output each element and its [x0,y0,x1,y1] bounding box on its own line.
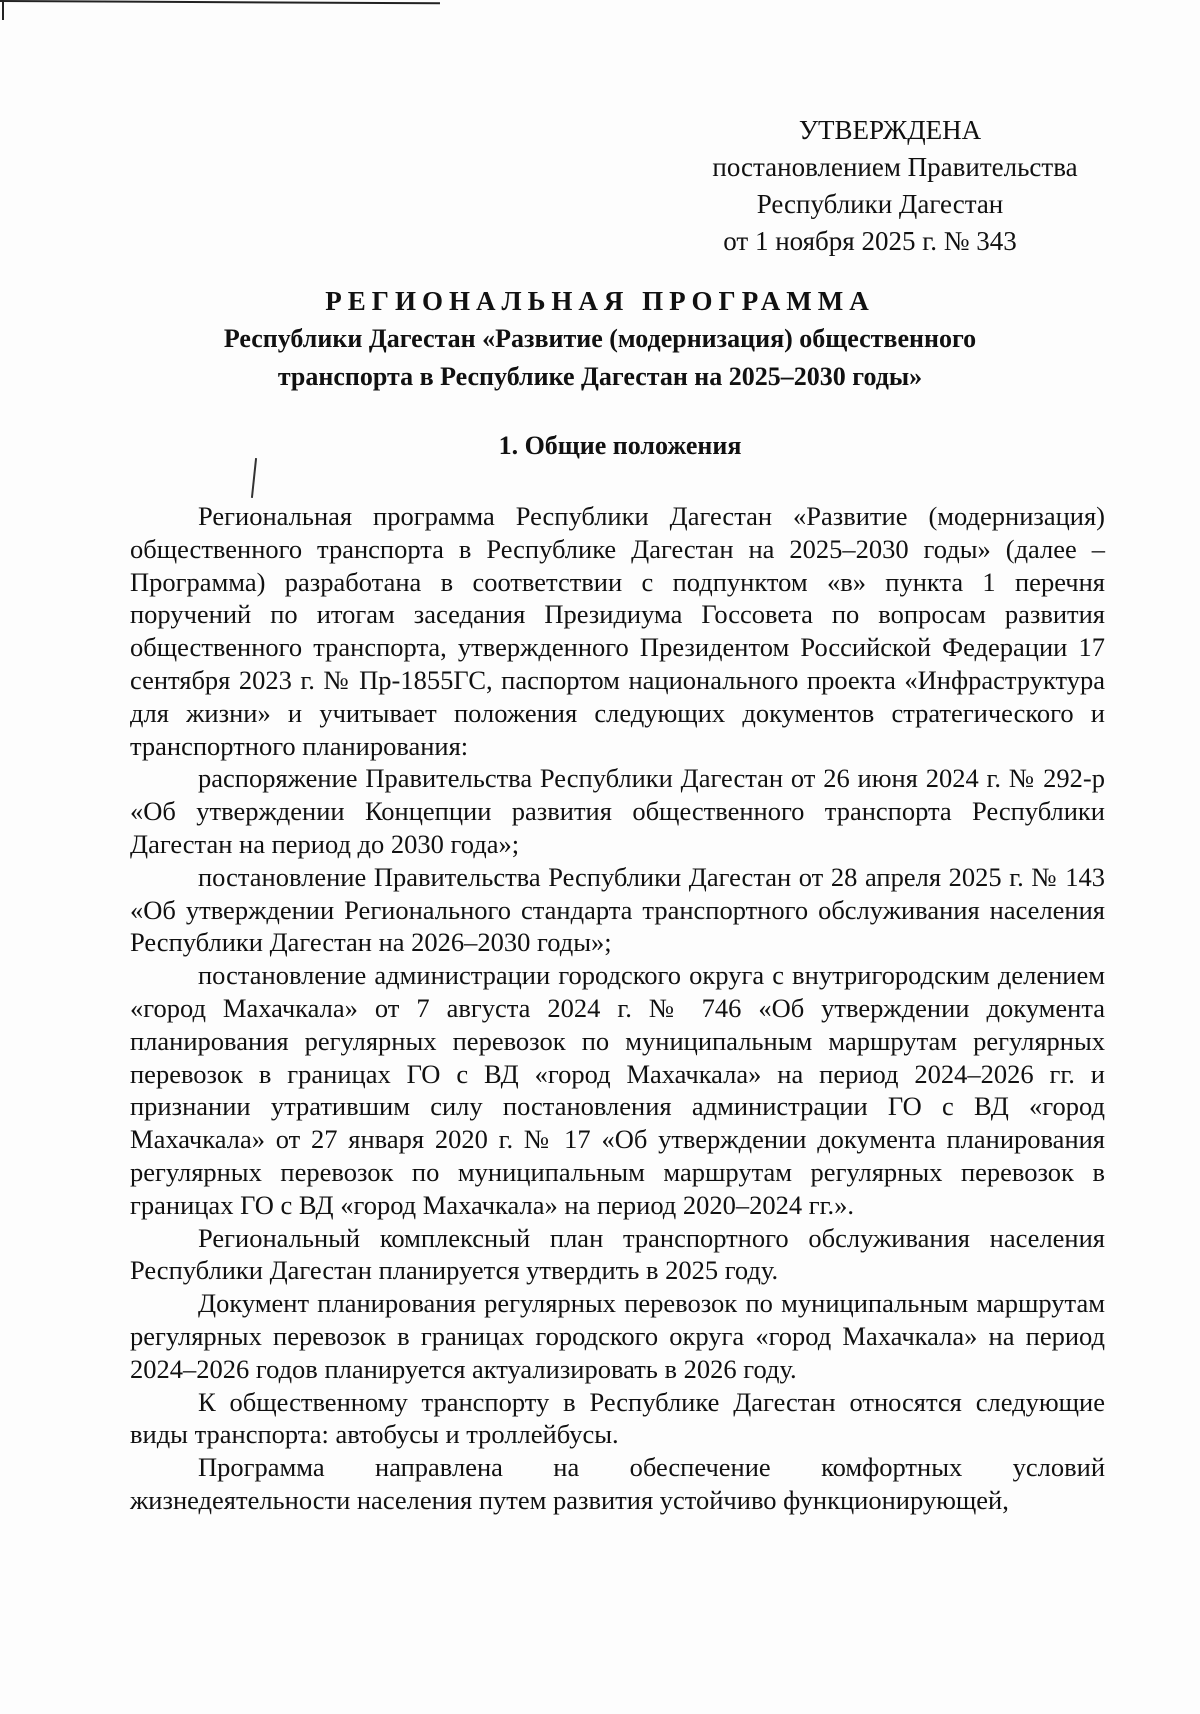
approval-title: УТВЕРЖДЕНА [798,115,982,145]
program-subtitle-line-1: Республики Дагестан «Развитие (модернизация) общественного [223,324,977,353]
approval-line-1: постановлением Правительства [712,152,1078,182]
program-title: РЕГИОНАЛЬНАЯ ПРОГРАММА [325,286,875,316]
paragraph: К общественному транспорту в Республике Дагестан относятся следующие виды транспорта: автобусы и троллейбусы. [130,1386,1105,1450]
paragraph: Региональный комплексный план транспортного обслуживания населения Республики Дагестан планируется утвердить в 2025 году. [130,1222,1105,1286]
paragraph: Документ планирования регулярных перевозок по муниципальным маршрутам регулярных перевозок в границах городского округа «город Махачкала» на период 2024–2026 годов планируется актуализировать в 2026 году. [130,1288,1105,1384]
document-body [130,500,1105,1517]
paragraph: Программа направлена на обеспечение комфортных условий жизнедеятельности населения путем развития устойчиво функционирующей, [130,1452,1105,1515]
program-subtitle-line-2: транспорта в Республике Дагестан на 2025–2030 годы» [277,362,923,391]
section-title: 1. Общие положения [498,431,742,460]
pencil-mark [251,458,257,498]
paragraph: постановление Правительства Республики Дагестан от 28 апреля 2025 г. № 143 «Об утверждении Регионального стандарта транспортного обслуживания населения Республики Дагестан на 2026–2030 годы»; [130,861,1105,958]
approval-line-2: Республики Дагестан [756,189,1004,219]
paragraph: постановление администрации городского округа с внутригородским делением «город Махачкала» от 7 августа 2024 г. № 746 «Об утверждении документа планирования регулярных перевозок по муниципальным маршрутам регулярных перевозок в границах ГО с ВД «город Махачкала» на период 2024–2026 гг. и признании утратившим силу постановления администрации ГО с ВД «город Махачкала» от 27 января 2020 г. № 17 «Об утверждении документа планирования регулярных перевозок по муниципальным маршрутам регулярных перевозок в границах ГО с ВД «город Махачкала» на период 2020–2024 гг.». [130,960,1105,1220]
document-heading [130,282,1070,396]
paragraph: Региональная программа Республики Дагестан «Развитие (модернизация) общественного транспорта в Республике Дагестан на 2025–2030 годы» (далее – Программа) разработана в соответствии с подпунктом «в» пункта 1 перечня поручений по итогам заседания Президиума Госсовета по вопросам развития общественного транспорта, утвержденного Президентом Российской Федерации 17 сентября 2023 г. № Пр-1855ГС, паспортом национального проекта «Инфраструктура для жизни» и учитывает положения следующих документов стратегического и транспортного планирования: [130,501,1105,761]
approval-line-3: от 1 ноября 2025 г. № 343 [723,226,1017,256]
scan-edge-line [0,0,440,4]
paragraph: распоряжение Правительства Республики Дагестан от 26 июня 2024 г. № 292-р «Об утверждении Концепции развития общественного транспорта Республики Дагестан на период до 2030 года»; [130,763,1105,859]
approval-stamp [660,112,1080,260]
scan-edge-mark [2,0,4,20]
